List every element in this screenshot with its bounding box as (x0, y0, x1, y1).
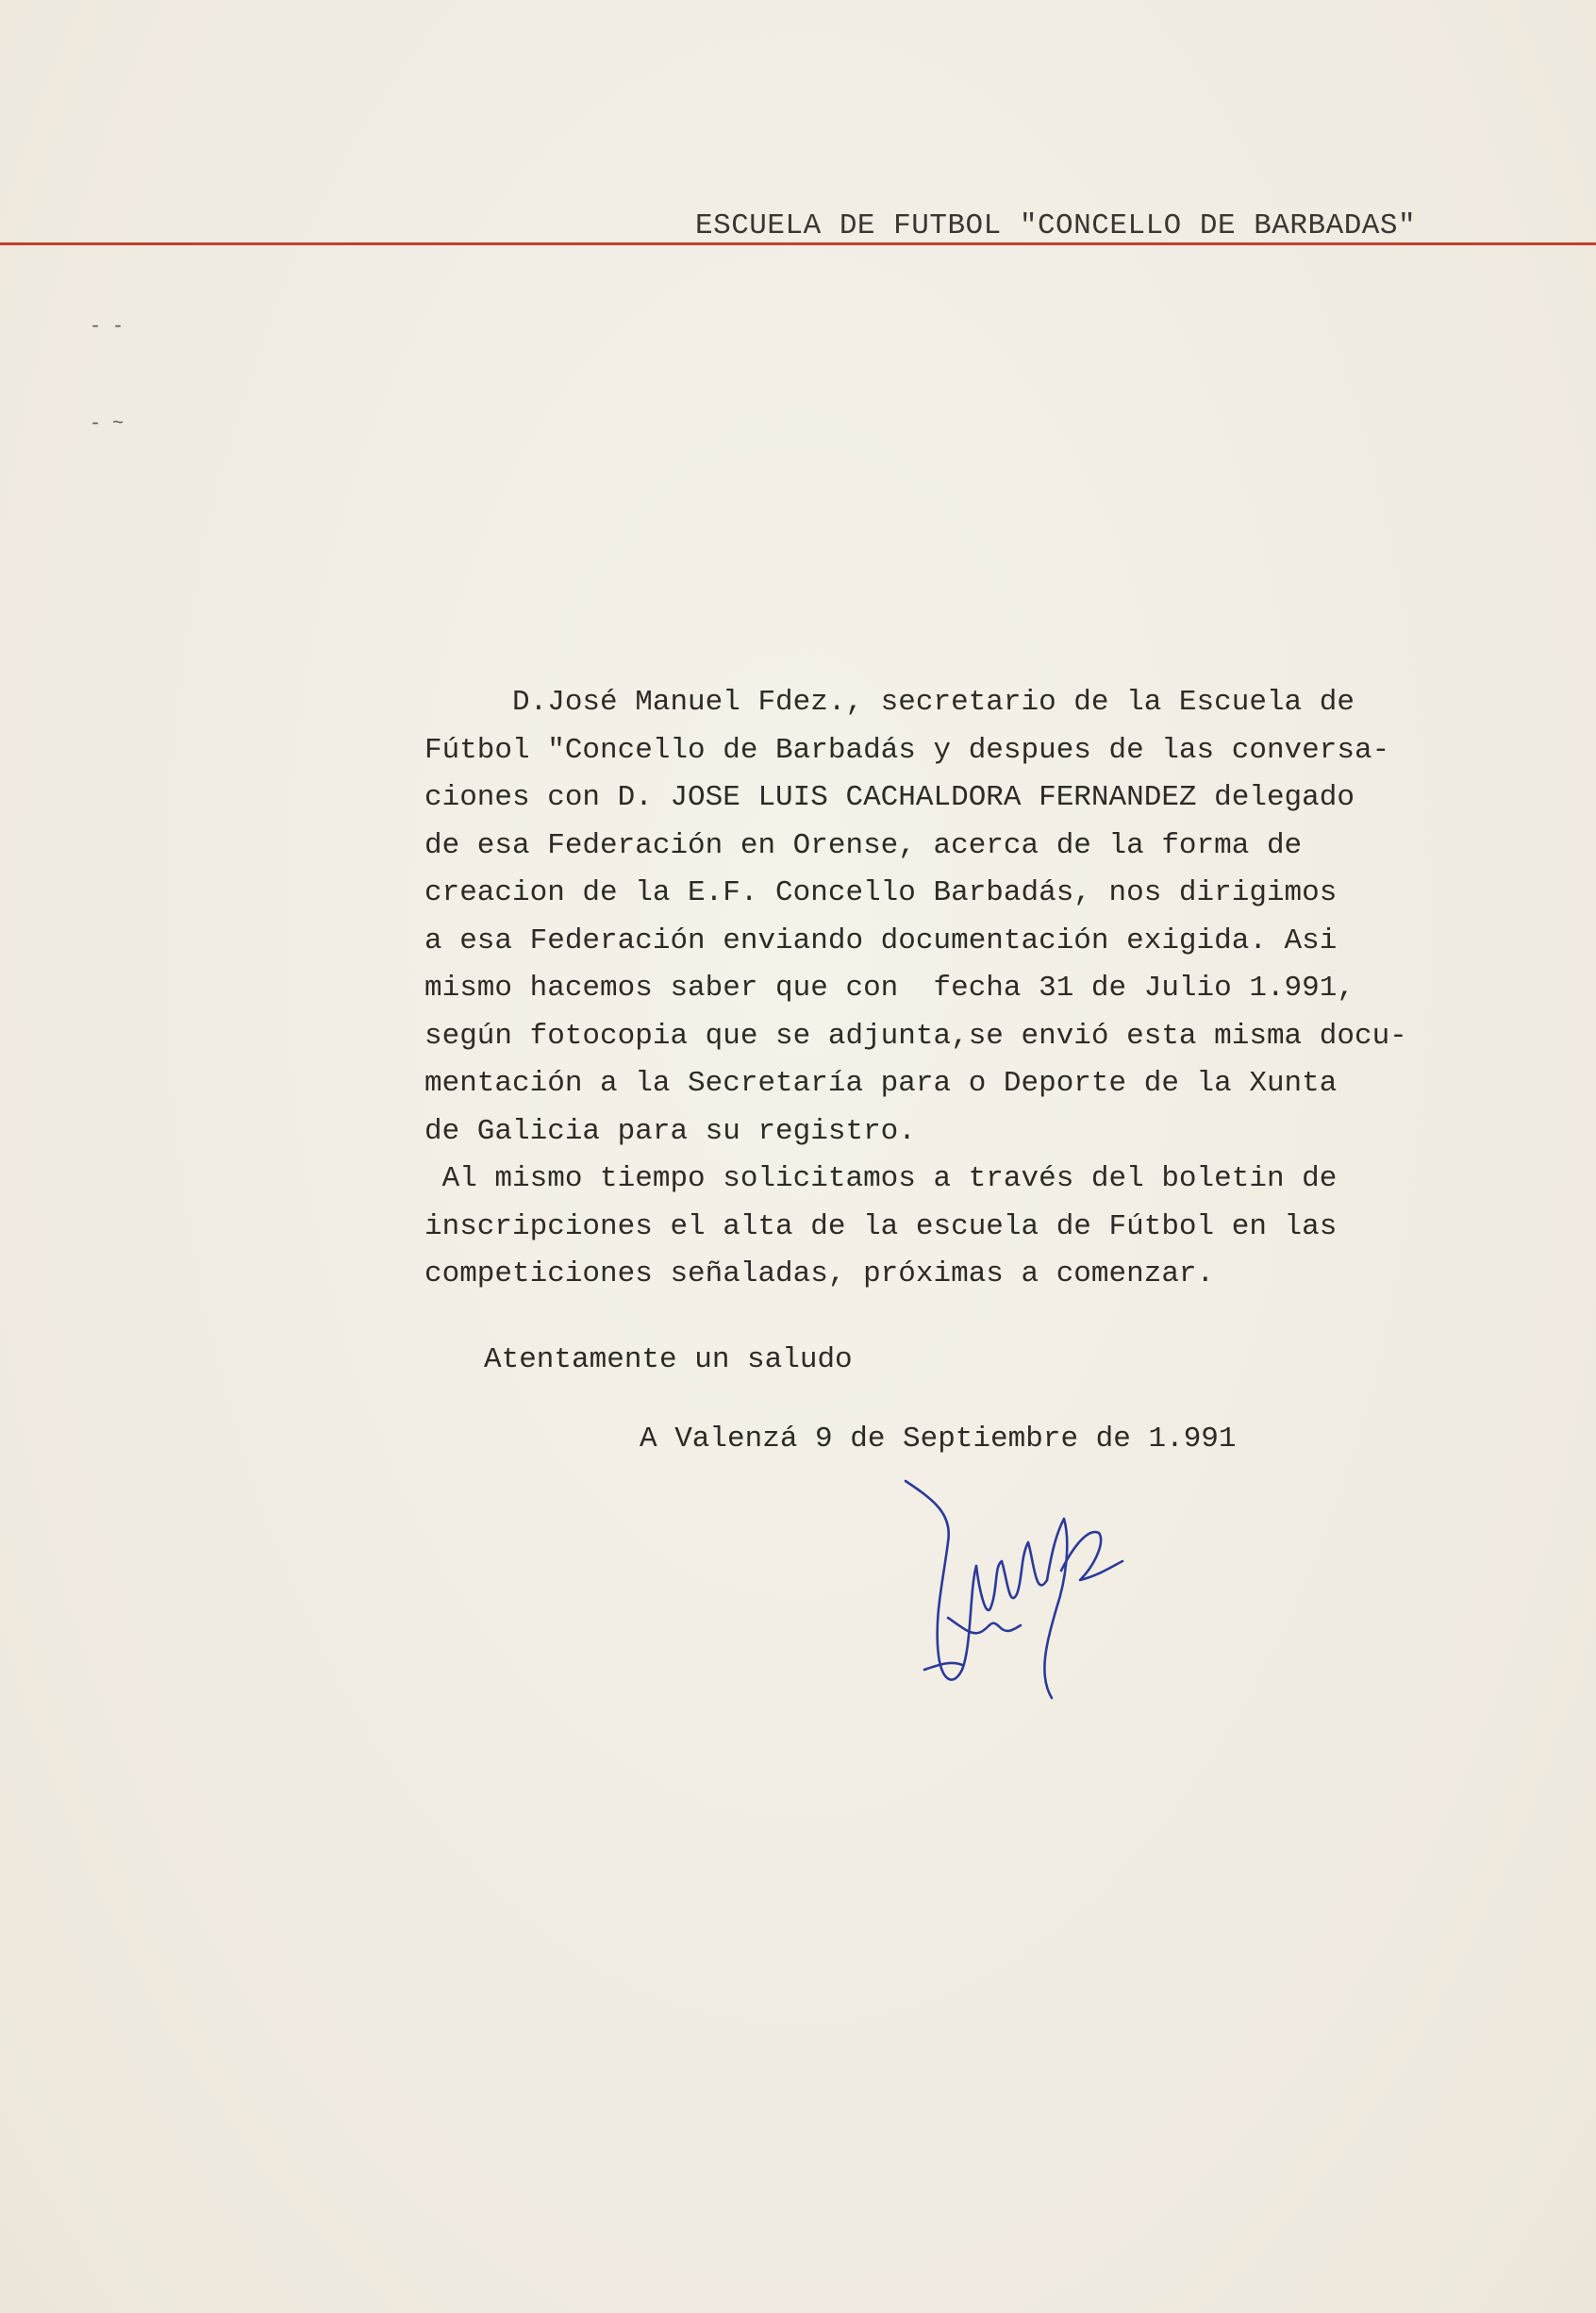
body-line: mismo hacemos saber que con fecha 31 de Julio 1.991, (424, 972, 1355, 1005)
body-line: ciones con D. JOSE LUIS CACHALDORA FERNANDEZ delegado (424, 781, 1355, 814)
closing-salutation: Atentamente un saludo (484, 1343, 853, 1376)
body-line: inscripciones el alta de la escuela de Fútbol en las (424, 1209, 1338, 1243)
body-line: competiciones señaladas, próximas a comenzar. (424, 1257, 1215, 1290)
body-line: creacion de la E.F. Concello Barbadás, nos dirigimos (424, 876, 1338, 909)
margin-mark: - ~ (90, 413, 125, 435)
body-line: Fútbol "Concello de Barbadás y despues de las conversa- (424, 733, 1390, 767)
letterhead-rule (0, 242, 1596, 245)
body-line: de esa Federación en Orense, acerca de la forma de (424, 828, 1303, 862)
body-line: Al mismo tiempo solicitamos a través del boletin de (424, 1162, 1338, 1195)
handwritten-signature-icon (896, 1476, 1132, 1707)
place-and-date: A Valenzá 9 de Septiembre de 1.991 (640, 1423, 1237, 1456)
letter-body (424, 679, 1519, 1299)
body-line: mentación a la Secretaría para o Deporte de la Xunta (424, 1067, 1338, 1100)
body-line: D.José Manuel Fdez., secretario de la Escuela de (424, 686, 1355, 719)
body-line: de Galicia para su registro. (424, 1114, 916, 1148)
letterhead-title: ESCUELA DE FUTBOL "CONCELLO DE BARBADAS" (695, 209, 1417, 242)
body-line: según fotocopia que se adjunta,se envió esta misma docu- (424, 1019, 1407, 1053)
margin-mark: - - (90, 316, 125, 338)
body-line: a esa Federación enviando documentación exigida. Asi (424, 924, 1338, 957)
